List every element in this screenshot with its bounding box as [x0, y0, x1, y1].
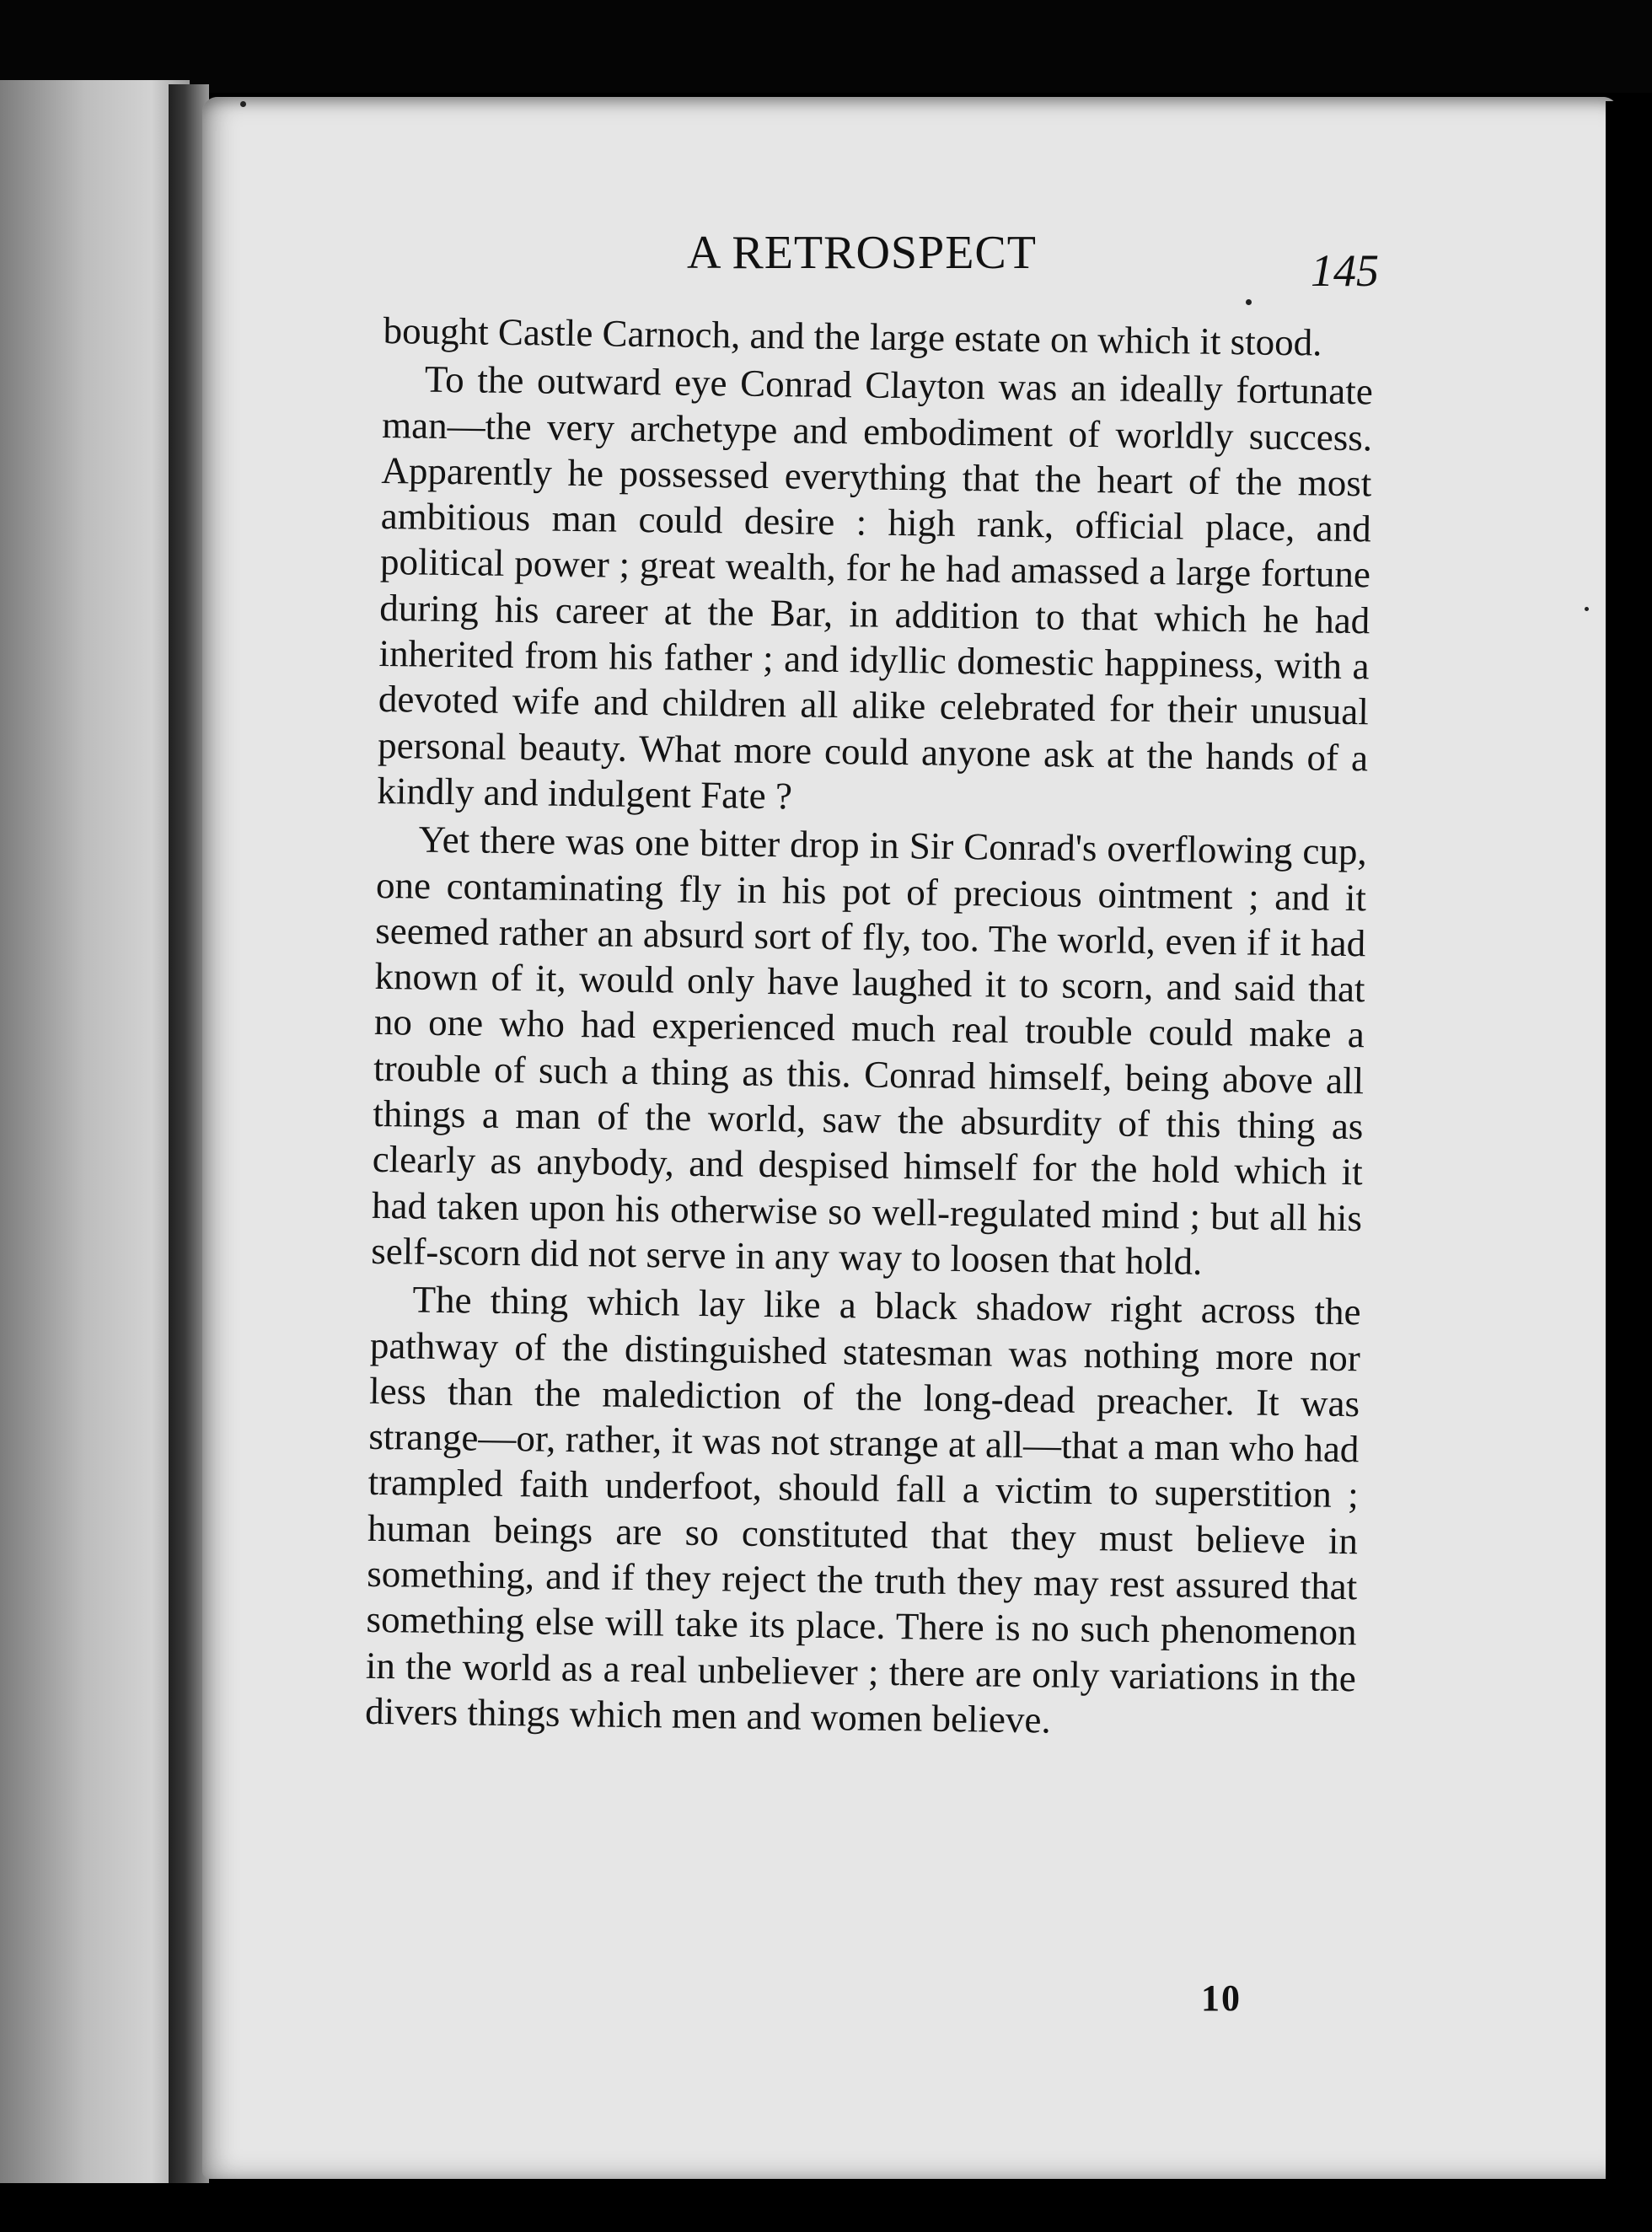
facing-page-edge: [0, 80, 190, 2187]
page-number: 145: [1311, 245, 1379, 296]
scan-top-border: [0, 0, 1652, 93]
scan-right-border: [1606, 101, 1652, 2232]
body-text: [365, 308, 1374, 1749]
paragraph: Yet there was one bitter drop in Sir Conrad's overflowing cup, one contaminating fly in his pot of precious ointment ; and it seemed rather an absurd sort of fly, too. The world, even if it had known of it, would only have laughed it to scorn, and said that no one who had experienced much real trouble could make a trouble of such a thing as this. Conrad himself, being above all things a man of the world, saw the absurdity of this thing as clearly as anybody, and despised himself for the hold which it had taken upon his otherwise so well-regulated mind ; but all his self-scorn did not serve in any way to loosen that hold.: [371, 818, 1367, 1283]
paragraph: The thing which lay like a black shadow right across the pathway of the distinguished statesman was nothing more nor less than the malediction of the long-dead preacher. It was strange—or, rather, it was not strange at all—that a man who had trampled faith underfoot, should fall a victim to superstition ; human beings are so constituted that they must believe in something, and if they reject the truth they may rest assured that something else will take its place. There is no such phenomenon in the world as a real unbeliever ; there are only variations in the divers things which men and women believe.: [364, 1278, 1361, 1741]
scan-bottom-border: [0, 2183, 1652, 2232]
running-head-title: A RETROSPECT: [687, 227, 1037, 279]
paragraph: bought Castle Carnoch, and the large estate on which it stood.: [383, 309, 1322, 364]
signature-mark: 10: [1201, 1977, 1242, 2019]
paragraph: To the outward eye Conrad Clayton was an ideally fortunate man—the very archetype and embodiment of worldly success. Apparently he possessed everything that the heart of the most ambitious man could desire : high rank, official place, and political power ; great wealth, for he had amassed a large fortune during his career at the Bar, in addition to that which he had inherited from his father ; and idyllic domestic happiness, with a devoted wife and children all alike celebrated for their unusual personal beauty. What more could anyone ask at the hands of a kindly and indulgent Fate ?: [377, 357, 1374, 818]
ink-speck: [240, 101, 246, 107]
ink-speck: [1585, 607, 1589, 611]
ink-speck: [1246, 299, 1252, 305]
